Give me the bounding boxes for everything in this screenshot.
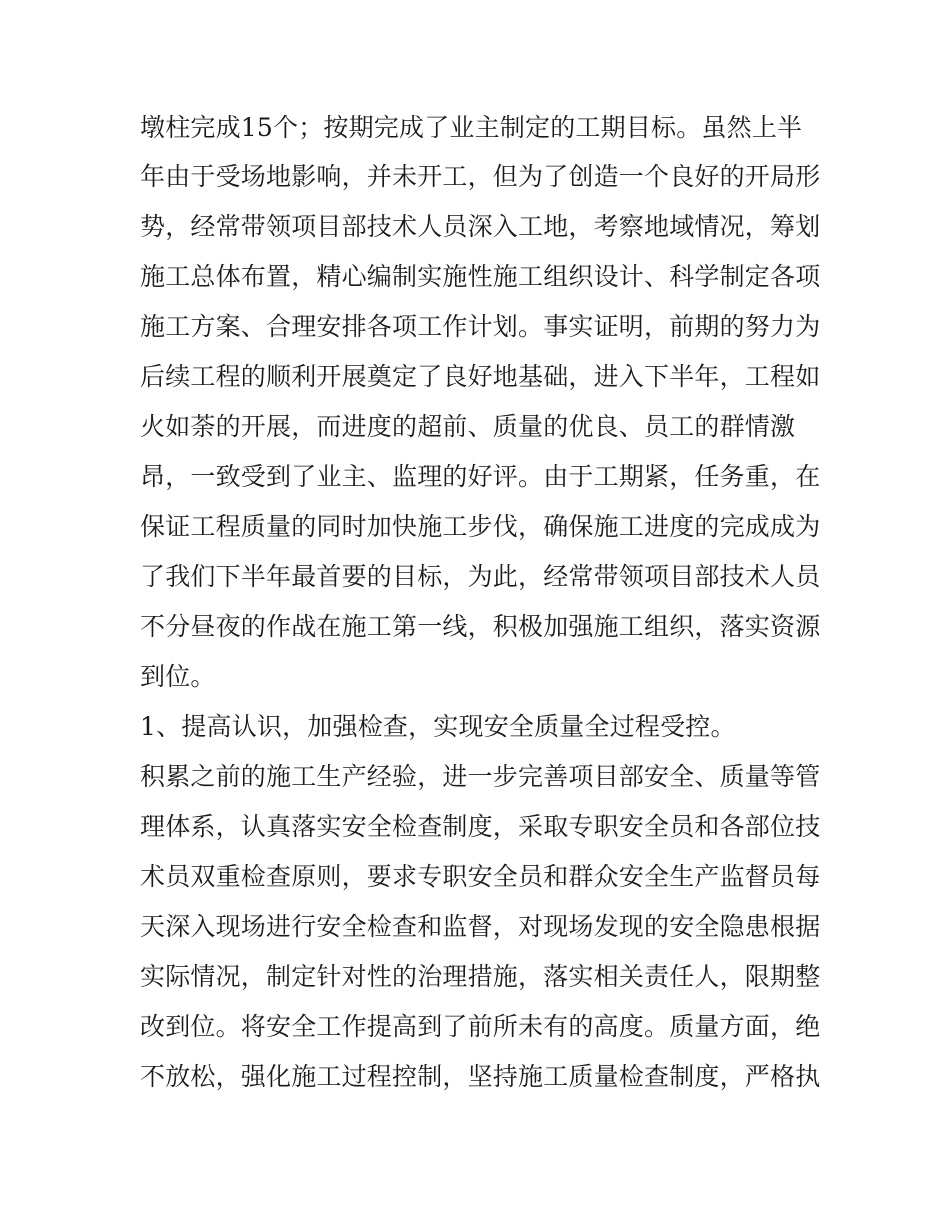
text-line: 改到位。将安全工作提高到了前所未有的高度。质量方面，绝 [140, 1012, 820, 1041]
text-line: 不分昼夜的作战在施工第一线，积极加强施工组织，落实资源 [140, 612, 820, 641]
text-line: 后续工程的顺利开展奠定了良好地基础，进入下半年，工程如 [140, 362, 820, 391]
text-line: 理体系，认真落实安全检查制度，采取专职安全员和各部位技 [140, 812, 820, 841]
section-heading: 1、提高认识，加强检查，实现安全质量全过程受控。 [140, 712, 736, 741]
text-line: 天深入现场进行安全检查和监督，对现场发现的安全隐患根据 [140, 912, 820, 941]
text-line: 实际情况，制定针对性的治理措施，落实相关责任人，限期整 [140, 962, 820, 991]
text-line: 了我们下半年最首要的目标，为此，经常带领项目部技术人员 [140, 562, 820, 591]
text-line: 保证工程质量的同时加快施工步伐，确保施工进度的完成成为 [140, 512, 820, 541]
text-line: 术员双重检查原则，要求专职安全员和群众安全生产监督员每 [140, 862, 820, 891]
text-line: 积累之前的施工生产经验，进一步完善项目部安全、质量等管 [140, 762, 820, 791]
text-line: 不放松，强化施工过程控制，坚持施工质量检查制度，严格执 [140, 1062, 820, 1091]
text-line: 年由于受场地影响，并未开工，但为了创造一个良好的开局形 [140, 162, 820, 191]
text-line: 势，经常带领项目部技术人员深入工地，考察地域情况，筹划 [140, 212, 820, 241]
text-line: 墩柱完成15个；按期完成了业主制定的工期目标。虽然上半 [140, 113, 803, 142]
text-line: 昂，一致受到了业主、监理的好评。由于工期紧，任务重，在 [140, 462, 820, 491]
text-line: 到位。 [140, 662, 216, 691]
text-line: 施工总体布置，精心编制实施性施工组织设计、科学制定各项 [140, 262, 820, 291]
text-line: 施工方案、合理安排各项工作计划。事实证明，前期的努力为 [140, 312, 820, 341]
text-line: 火如荼的开展，而进度的超前、质量的优良、员工的群情激 [140, 412, 796, 441]
